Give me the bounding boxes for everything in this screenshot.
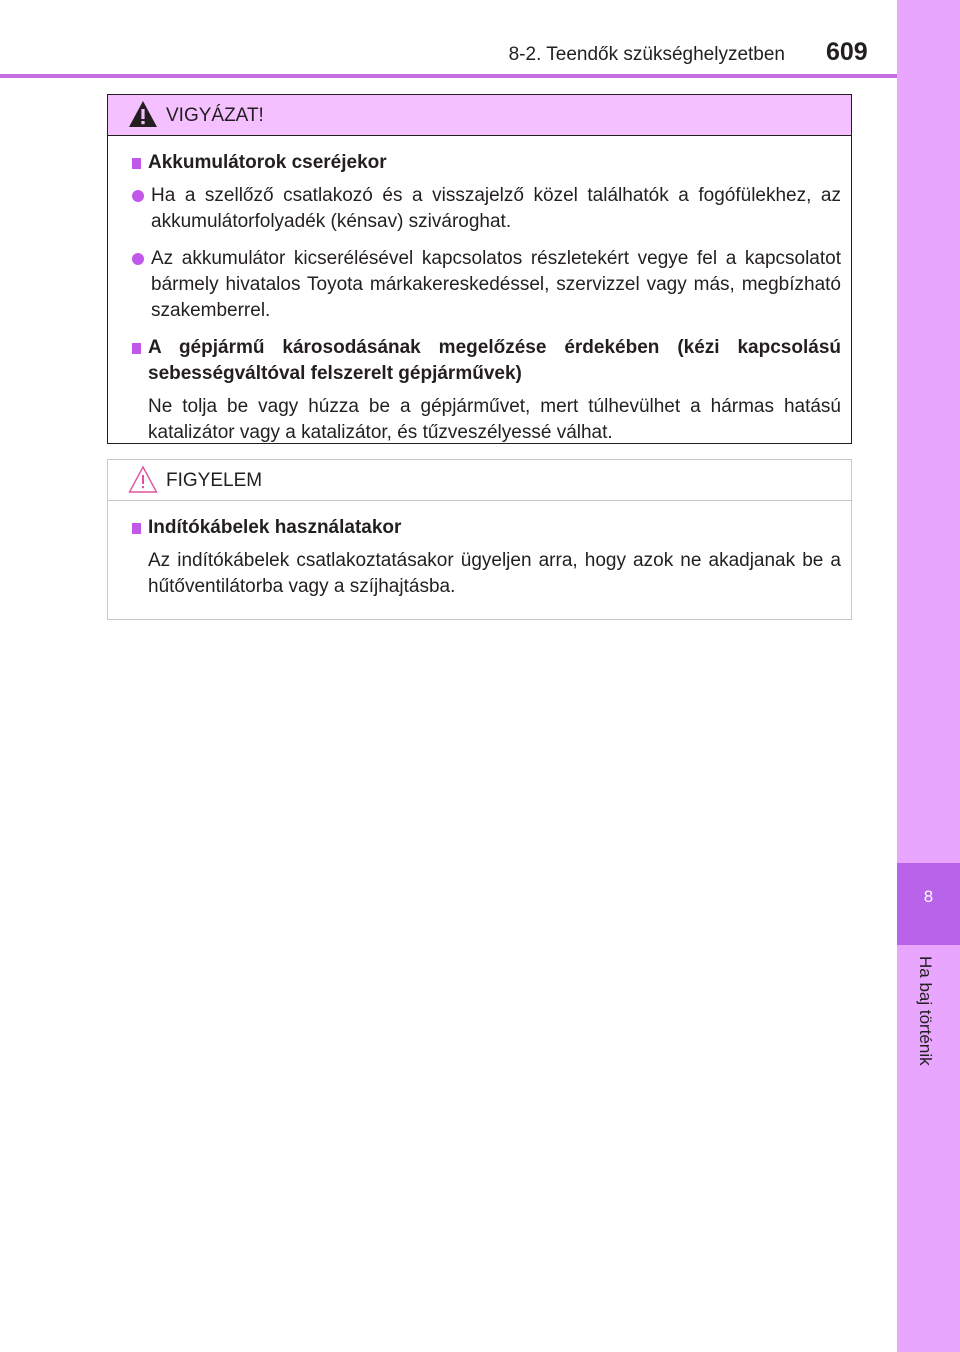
notice-label: FIGYELEM	[166, 470, 263, 491]
round-bullet-icon	[132, 253, 144, 265]
round-bullet-icon	[132, 190, 144, 202]
paragraph: Ne tolja be vagy húzza be a gépjárművet, mert túlhevülhet a hármas hatású katalizátor vagy a katalizátor, és tűzveszélyessé válhat.	[148, 396, 841, 443]
paragraph: Az indítókábelek csatlakoztatásakor ügyeljen arra, hogy azok ne akadjanak be a hűtőventilátorba vagy a szíjhajtásba.	[148, 550, 841, 597]
list-item: Ha a szellőző csatlakozó és a visszajelző közel találhatók a fogófülekhez, az akkumulátorfolyadék (kénsav) szivároghat.	[132, 183, 841, 235]
list-item: Az akkumulátor kicserélésével kapcsolatos részletekért vegye fel a kapcsolatot bármely hivatalos Toyota márkakereskedéssel, szervizzel vagy más, megbízható szakemberrel.	[132, 246, 841, 324]
chapter-title: Ha baj történik	[916, 956, 935, 1066]
header-rule	[0, 74, 897, 78]
running-header: 8-2. Teendők szükséghelyzetben	[508, 44, 785, 65]
notice-body	[108, 501, 851, 600]
section-heading: Akkumulátorok cseréjekor	[132, 150, 841, 176]
warning-box	[107, 94, 852, 444]
notice-box	[107, 459, 852, 620]
page-number: 609	[826, 38, 868, 66]
warning-triangle-icon	[128, 100, 158, 133]
square-bullet-icon	[132, 343, 141, 354]
warning-header	[108, 95, 851, 136]
chapter-side-tab	[897, 0, 960, 1352]
square-bullet-icon	[132, 523, 141, 534]
caution-triangle-icon	[128, 465, 158, 498]
chapter-number: 8	[923, 887, 934, 906]
square-bullet-icon	[132, 158, 141, 169]
warning-label: VIGYÁZAT!	[166, 105, 264, 126]
notice-header	[108, 460, 851, 501]
warning-body	[108, 136, 851, 446]
section-heading: Indítókábelek használatakor	[132, 515, 841, 541]
section-heading: A gépjármű károsodásának megelőzése érdekében (kézi kapcsolású sebességváltóval felszerelt gépjárművek)	[132, 335, 841, 387]
